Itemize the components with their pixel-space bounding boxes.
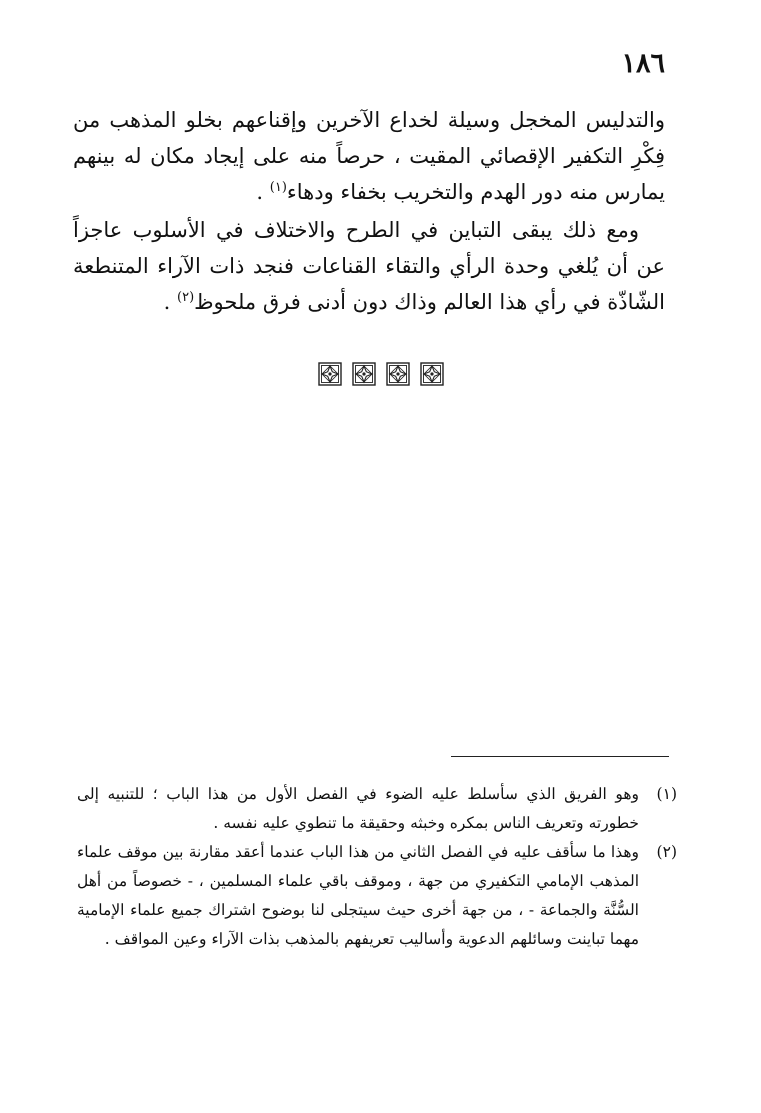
footnote-1 [77, 780, 677, 838]
paragraph-1-text: والتدليس المخجل وسيلة لخداع الآخرين وإقناعهم بخلو المذهب من فِكْرِ التكفير الإقصائي المقيت ، حرصاً منه على إيجاد مكان له بينهم يمارس منه دور الهدم والتخريب بخفاء ودهاء [73, 108, 665, 204]
paragraph-1 [73, 102, 665, 210]
ornament-star-icon [386, 362, 410, 386]
footnote-2 [77, 838, 677, 954]
footnote-ref-1: (١) [269, 180, 287, 195]
ornament-star-icon [318, 362, 342, 386]
paragraph-1-tail: . [256, 180, 270, 204]
page-number: ١٨٦ [621, 48, 665, 79]
ornament-star-icon [352, 362, 376, 386]
footnote-2-number: (٢) [656, 843, 677, 861]
footnote-1-number: (١) [656, 785, 677, 803]
paragraph-2 [73, 212, 665, 320]
main-text [73, 102, 665, 320]
section-divider-ornaments [0, 362, 761, 386]
footnote-2-text: وهذا ما سأقف عليه في الفصل الثاني من هذا الباب عندما أعقد مقارنة بين موقف علماء المذهب الإمامي التكفيري من جهة ، وموقف باقي علماء المسلمين ، - خصوصاً من أهل السُّنَّة والجماعة - ، من جهة أخرى حيث سيتجلى لنا بوضوح اشتراك جميع علماء الإمامية مهما تباينت وسائلهم الدعوية وأساليب تعريفهم بالمذهب بذات الآراء وعين المواقف . [77, 843, 639, 948]
paragraph-2-text: ومع ذلك يبقى التباين في الطرح والاختلاف في الأسلوب عاجزاً عن أن يُلغي وحدة الرأي والتقاء القناعات فنجد ذات الآراء المتنطعة الشّاذّة في رأي هذا العالم وذاك دون أدنى فرق ملحوظ [73, 218, 665, 314]
footnote-ref-2: (٢) [177, 290, 195, 305]
footnote-1-text: وهو الفريق الذي سأسلط عليه الضوء في الفصل الأول من هذا الباب ؛ للتنبيه إلى خطورته وتعريف الناس بمكره وخبثه وحقيقة ما تنطوي عليه نفسه . [77, 785, 639, 832]
footnote-separator [451, 756, 669, 757]
ornament-star-icon [420, 362, 444, 386]
footnotes [77, 780, 677, 954]
paragraph-2-tail: . [163, 290, 177, 314]
